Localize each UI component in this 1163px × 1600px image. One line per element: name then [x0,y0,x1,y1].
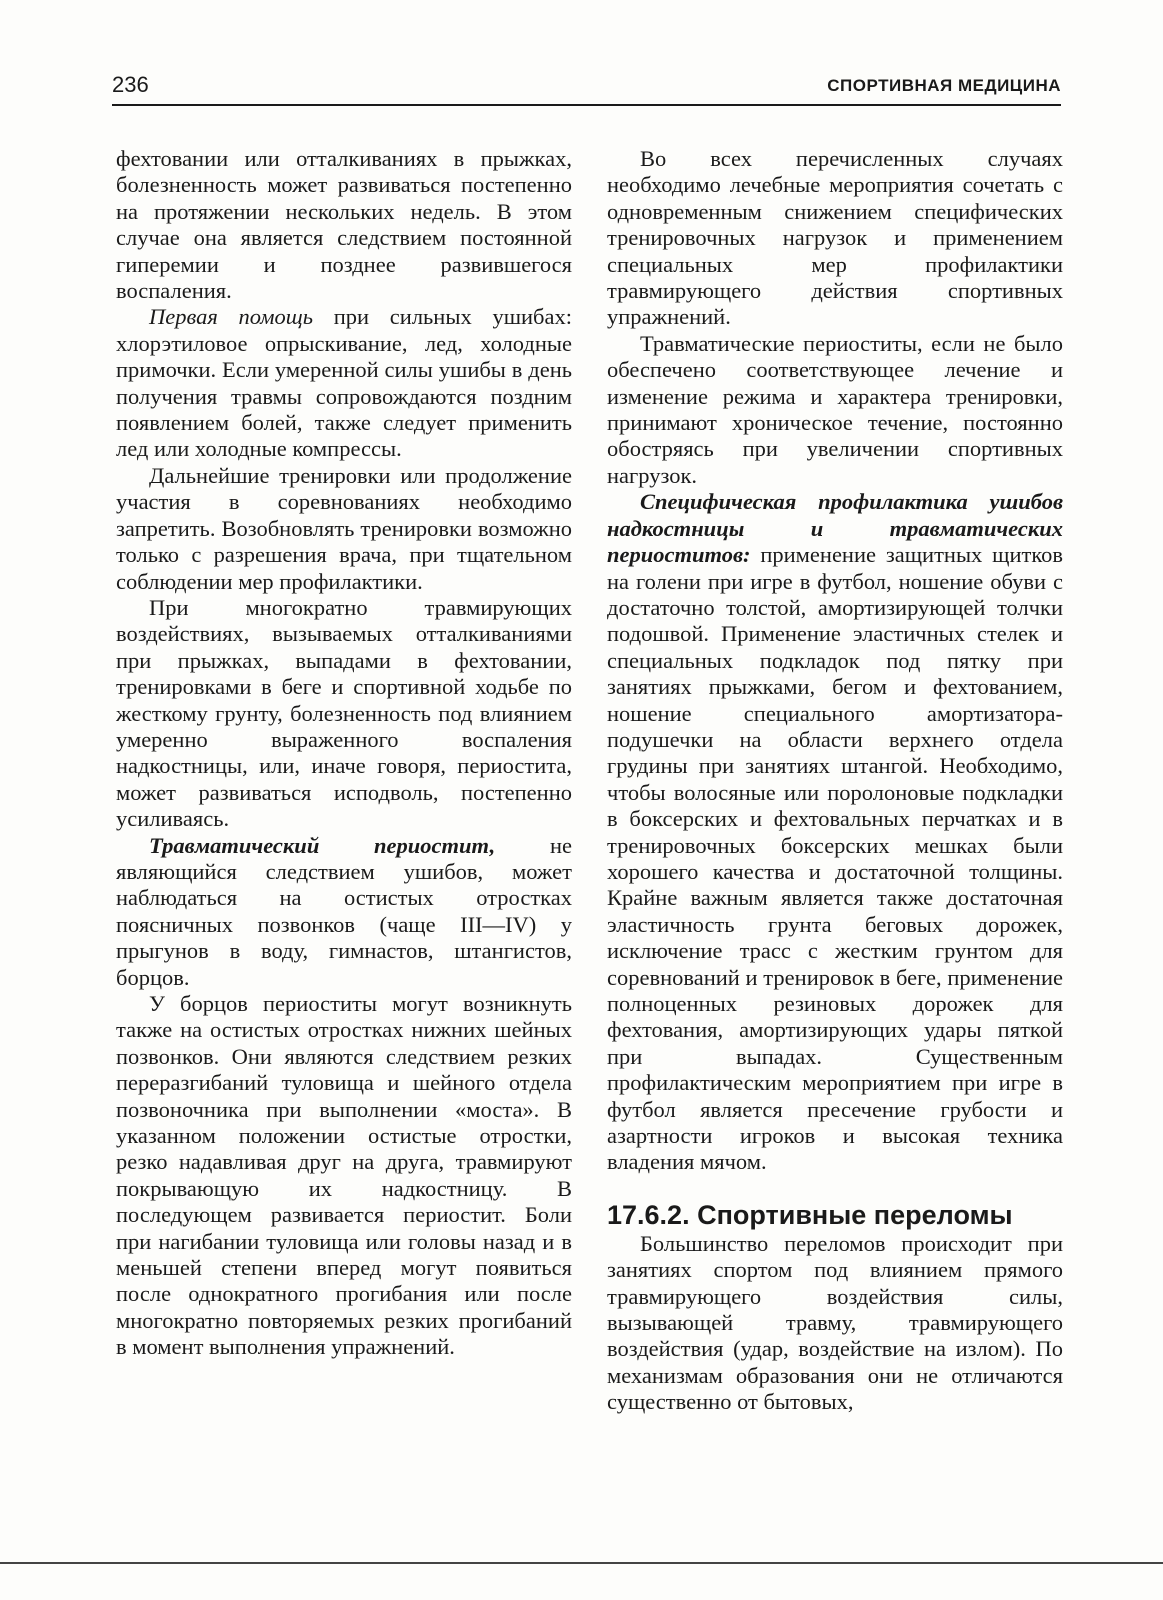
term: Травматический периостит, [149,832,496,858]
paragraph: У борцов периоститы могут возникнуть также на остистых отростках нижних шейных позвонков. Они являются следствием резких переразгибаний туловища и шейного отдела позвоночника при выполнении «моста». В указанном положении остистые отростки, резко надавливая друг на друга, травмируют покрывающую их надкостницу. В последующем развивается периостит. Боли при нагибании туловища или головы назад и в меньшей степени вперед могут появиться после однократного прогибания или после многократно повторяемых резких прогибаний в момент выполнения упражнений. [116,991,572,1360]
paragraph-text: при сильных ушибах: хлорэтиловое опрыскивание, лед, холодные примочки. Если умеренной силы ушибы в день получения травмы сопровождаются поздним появлением болей, также следует применить лед или холодные компрессы. [116,304,572,462]
paragraph: Большинство переломов происходит при занятиях спортом под влиянием прямого травмирующего воздействия силы, вызывающей травму, травмирующего воздействия (удар, воздействие на излом). По механизмам образования они не отличаются существенно от бытовых, [607,1230,1063,1415]
paragraph [116,833,572,991]
paragraph: Травматические периоститы, если не было обеспечено соответствующее лечение и изменение режима и характера тренировки, принимают хроническое течение, постоянно обостряясь при увеличении спортивных нагрузок. [607,330,1063,488]
right-column [607,146,1063,1416]
paragraph [116,304,572,462]
page-header [112,68,1061,106]
paragraph-text: не являющийся следствием ушибов, может наблюдаться на остистых отростках поясничных позвонков (чаще III—IV) у прыгунов в воду, гимнастов, штангистов, борцов. [116,832,572,990]
page-number: 236 [112,72,149,97]
paragraph: фехтовании или отталкиваниях в прыжках, болезненность может развиваться постепенно на протяжении нескольких недель. В этом случае она является следствием постоянной гиперемии и позднее развившегося воспаления. [116,146,572,304]
paragraph-text: применение защитных щитков на голени при игре в футбол, ношение обуви с достаточно толстой, амортизирующей толчки подошвой. Применение эластичных стелек и специальных подкладок под пятку при занятиях прыжками, бегом и фехтованием, ношение специального амортизатора-подушечки на области верхнего отдела грудины при занятиях штангой. Необходимо, чтобы волосяные или поролоновые подкладки в боксерских и фехтовальных перчатках и в тренировочных боксерских мешках были хорошего качества и достаточной толщины. Крайне важным является также достаточная эластичность грунта беговых дорожек, исключение трасс с жестким грунтом для соревнований и тренировок в беге, применение полноценных резиновых дорожек для фехтования, амортизирующих удары пяткой при выпадах. Существенным профилактическим мероприятием при игре в футбол является пресечение грубости и азартности игроков и высокая техника владения мячом. [607,542,1063,1175]
left-column [116,146,572,1361]
paragraph: Дальнейшие тренировки или продолжение участия в соревнованиях необходимо запретить. Возобновлять тренировки возможно только с разрешения врача, при тщательном соблюдении мер профилактики. [116,462,572,594]
paragraph: При многократно травмирующих воздействиях, вызываемых отталкиваниями при прыжках, выпадами в фехтовании, тренировками в беге и спортивной ходьбе по жесткому грунту, болезненность под влиянием умеренно выраженного воспаления надкостницы, или, иначе говоря, периостита, может развиваться исподволь, постепенно усиливаясь. [116,594,572,832]
section-heading: 17.6.2. Спортивные переломы [607,1199,1013,1230]
bottom-rule [0,1562,1163,1564]
term: Первая помощь [149,304,314,330]
running-head: СПОРТИВНАЯ МЕДИЦИНА [827,76,1061,95]
paragraph: Во всех перечисленных случаях необходимо лечебные мероприятия сочетать с одновременным снижением специфических тренировочных нагрузок и применением специальных мер профилактики травмирующего действия спортивных упражнений. [607,146,1063,330]
paragraph [607,489,1063,1176]
term: Специфическая профилактика ушибов надкостницы и травматических периоститов: [607,489,1063,568]
